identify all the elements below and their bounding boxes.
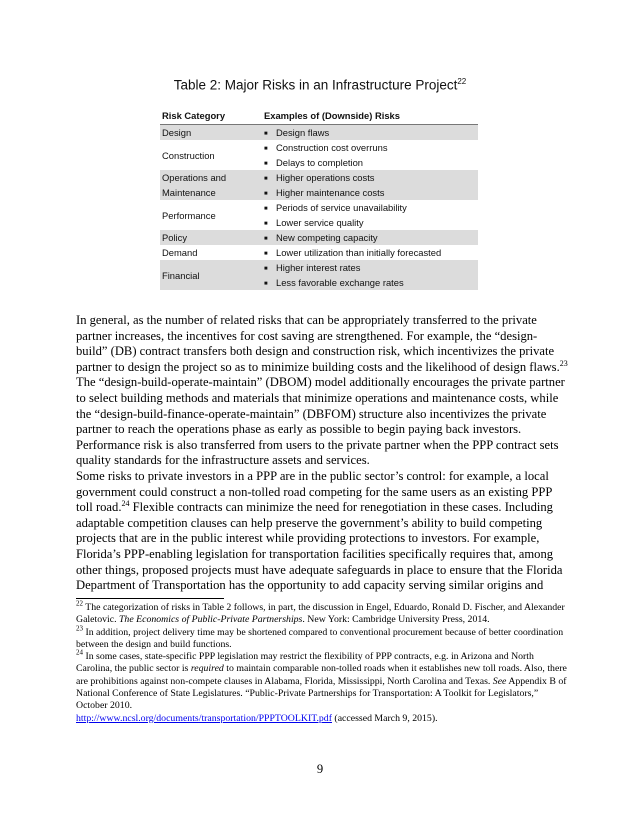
footnotes (76, 599, 568, 725)
footnote-24-text-b: to maintain comparable non-tolled roads when it establishes new toll roads. Also, there are prohibitions against non-compete clauses in Alabama, Florida, Mississippi, North Carolina and Texas. (76, 663, 567, 687)
risk-category-cell: Demand (162, 247, 198, 258)
paragraph-1 (76, 313, 568, 469)
paragraph-2-text-b: Flexible contracts can minimize the need for renegotiation in these cases. Including adaptable competition clauses can help preserve the government’s ability to build competing projects that are in the public interest while providing protections to investors. For example, Florida’s PPP-enabling legislation for transportation facilities specifically requires that, among other things, proposed projects must have adequate safeguards in place to ensure that the Florida Department of Transportation has the opportunity to add capacity serving similar origins and (76, 500, 563, 593)
square-bullet-icon: ■ (264, 161, 268, 167)
footnote-23-number: 23 (76, 624, 83, 633)
risk-examples-cell (262, 260, 478, 290)
risk-example-text: Less favorable exchange rates (276, 277, 404, 288)
risk-example-item (264, 215, 476, 230)
paragraph-1-text-b: The “design-build-operate-maintain” (DBOM) model additionally encourages the private partner to select building methods and materials that minimize operations and maintenance costs, while the “design-build-finance-operate-maintain” (DBFOM) structure also incentivizes the private partner to reach the operations phase as early as possible to begin paying back investors. Performance risk is also transferred from users to the private partner when the PPP contract sets quality standards for the infrastructure assets and services. (76, 375, 565, 468)
footnote-24-emphasis-required: required (190, 663, 224, 675)
footnote-ref-23[interactable]: 23 (559, 358, 568, 368)
footnote-22 (76, 599, 568, 627)
risk-examples-header: Examples of (Downside) Risks (262, 108, 478, 125)
risk-example-item (264, 140, 476, 155)
footnote-22-text-a: The categorization of risks in Table 2 follows, in part, the discussion in Engel, Eduardo, Ronald D. Fischer, and Alexander Galetovic. (76, 602, 565, 626)
square-bullet-icon: ■ (264, 236, 268, 242)
risk-table-row (160, 125, 478, 141)
square-bullet-icon: ■ (264, 206, 268, 212)
table-title (0, 77, 640, 93)
risk-example-item (264, 230, 476, 245)
footnote-24-text-c: Appendix B of National Conference of State Legislatures. “Public-Private Partnerships for Transportation: A Toolkit for Legislators,” October 2010. (76, 675, 567, 712)
footnote-24 (76, 648, 568, 725)
risk-example-text: Lower service quality (276, 217, 364, 228)
risk-example-item (264, 275, 476, 290)
footnote-24-number: 24 (76, 648, 83, 657)
square-bullet-icon: ■ (264, 131, 268, 137)
risk-example-item (264, 125, 476, 140)
risk-example-item (264, 245, 476, 260)
risk-example-text: Higher interest rates (276, 262, 361, 273)
risk-category-cell: Operations and Maintenance (160, 170, 262, 200)
risk-example-text: New competing capacity (276, 232, 378, 243)
risk-table-row (160, 140, 478, 170)
risk-example-text: Periods of service unavailability (276, 202, 407, 213)
table-title-footnote-ref[interactable]: 22 (457, 77, 467, 86)
risk-examples-cell (262, 125, 478, 141)
risk-table (160, 108, 478, 290)
footnote-24-text-d: (accessed March 9, 2015). (331, 712, 438, 724)
risk-example-text: Design flaws (276, 127, 330, 138)
footnote-22-book-title: The Economics of Public-Private Partnerships (118, 614, 303, 626)
square-bullet-icon: ■ (264, 281, 268, 287)
footnote-24-emphasis-see: See (492, 675, 507, 687)
paragraph-2 (76, 469, 568, 594)
square-bullet-icon: ■ (264, 251, 268, 257)
risk-category-header: Risk Category (160, 108, 262, 125)
square-bullet-icon: ■ (264, 266, 268, 272)
risk-category-cell: Design (160, 125, 262, 141)
square-bullet-icon: ■ (264, 176, 268, 182)
square-bullet-icon: ■ (264, 191, 268, 197)
table-title-text: Table 2: Major Risks in an Infrastructure Project (173, 77, 458, 93)
risk-category-cell: Financial (160, 260, 262, 290)
risk-table-row (160, 200, 478, 230)
footnote-22-text-b: . New York: Cambridge University Press, 2014. (302, 614, 490, 626)
risk-example-text: Higher operations costs (276, 172, 375, 183)
risk-example-item (264, 185, 476, 200)
risk-examples-cell (262, 230, 478, 245)
ncsl-toolkit-link[interactable]: http://www.ncsl.org/documents/transportation/PPPTOOLKIT.pdf (76, 712, 332, 724)
footnote-24-text-a: In some cases, state-specific PPP legislation may restrict the flexibility of PPP contracts, e.g. in Arizona and North Carolina, the public sector is (76, 651, 534, 675)
risk-examples-cell (262, 245, 478, 260)
risk-category-cell: Construction (162, 149, 215, 161)
footnote-23-text: In addition, project delivery time may be shortened compared to conventional procurement because of better coordination between the design and build functions. (76, 626, 564, 650)
risk-example-text: Construction cost overruns (276, 142, 388, 153)
risk-category-cell: Performance (162, 209, 216, 221)
risk-table-body (160, 125, 478, 291)
risk-example-item (264, 170, 476, 185)
risk-example-item (264, 200, 476, 215)
risk-table-row (160, 170, 478, 200)
risk-example-item (264, 260, 476, 275)
risk-example-text: Lower utilization than initially forecasted (276, 247, 442, 258)
risk-example-text: Higher maintenance costs (276, 187, 385, 198)
risk-examples-cell (262, 170, 478, 200)
risk-examples-cell (262, 140, 478, 170)
risk-table-row (160, 260, 478, 290)
risk-table-row (160, 230, 478, 245)
risk-examples-cell (262, 200, 478, 230)
square-bullet-icon: ■ (264, 146, 268, 152)
risk-table-row (160, 245, 478, 260)
risk-example-item (264, 155, 476, 170)
footnote-ref-24[interactable]: 24 (121, 499, 130, 508)
footnote-22-number: 22 (76, 599, 83, 608)
paragraph-1-text-a: In general, as the number of related risks that can be appropriately transferred to the private partner increases, the incentives for cost saving are strengthened. For example, the “design-build” (DB) contract transfers both design and construction risk, which incentivizes the private partner to design the project so as to minimize building costs and the likelihood of design flaws. (76, 313, 560, 374)
risk-category-cell: Policy (160, 230, 262, 245)
paragraph-2-text-a: Some risks to private investors in a PPP are in the public sector’s control: for example, a local government could construct a non-tolled road competing for the same users as an existing PPP toll road. (76, 469, 552, 515)
risk-table-header-row (160, 108, 478, 125)
square-bullet-icon: ■ (264, 221, 268, 227)
footnote-23 (76, 624, 568, 652)
footnote-separator (76, 598, 224, 599)
page-number: 9 (316, 762, 324, 776)
risk-example-text: Delays to completion (276, 157, 364, 168)
